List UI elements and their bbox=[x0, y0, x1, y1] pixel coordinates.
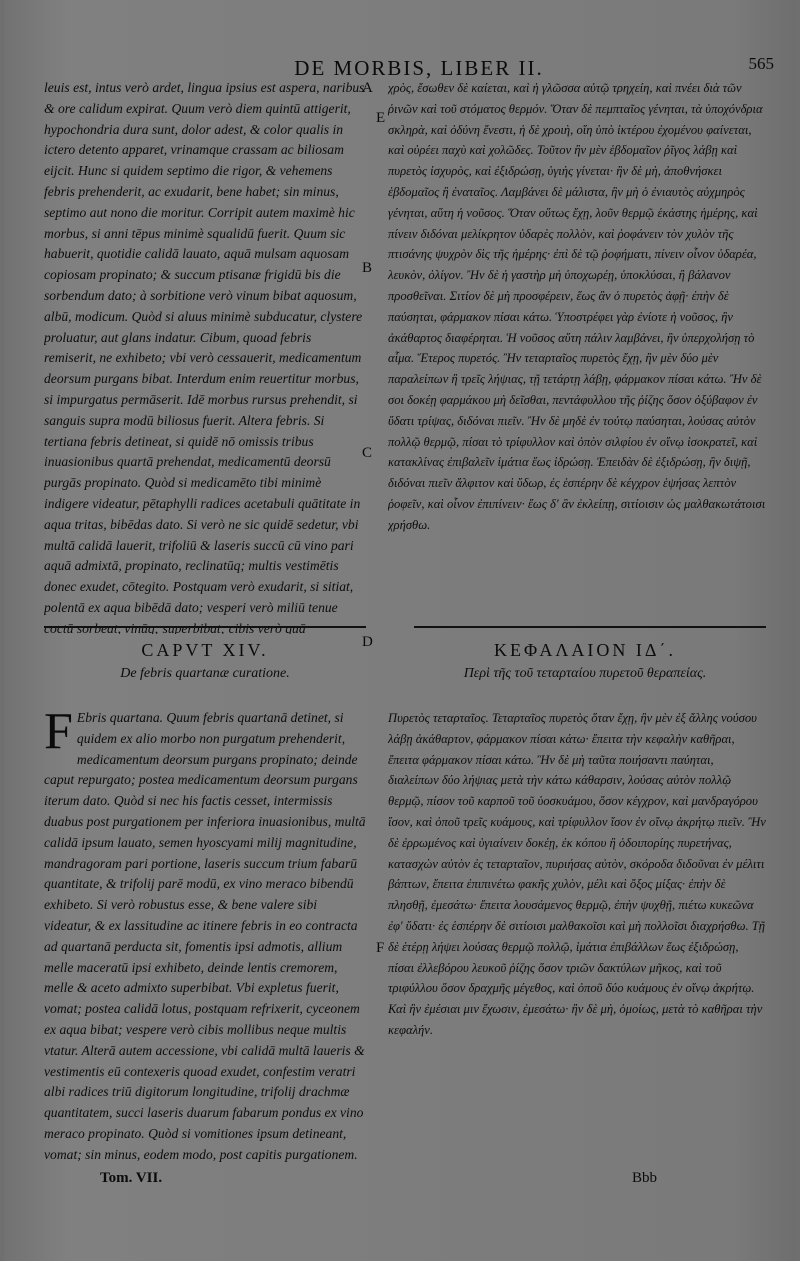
latin-text-upper: leuis est, intus verò ardet, lingua ipsius est aspera, naribus & ore calidum expirat. Quum verò diem quintū attigerit, hypochondria dura sunt, dolor adest, & color qualis in ictero detento apparet, vrinamque crassam ac biliosam eijcit. Hunc si quidem septimo die rigor, & vehemens febris prehenderit, ac exudarit, bene habet; sin minus, septimo aut nono die moritur. Corripit autem maximè hic morbus, si anni tēpus minimè squalidū fuerit. Quum sic habuerit, quotidie calidā lauato, aquā mulsam aquosam copiosam propinato; & succum ptisanæ frigidū bis die sorbendum dato; à sorbitione verò vinum bibat aquosum, albū, modicum. Quòd si aluus minimè subducatur, clystere proluatur, aut glans indatur. Cibum, quoad febris remiserit, ne exhibeto; vbi verò cessauerit, medicamentum deorsum purgans bibat. Interdum enim reuertitur morbus, si impurgatus permāserit. Idē morbus rursus prehendit, si sanguis supra modū biliosus fuerit. Altera febris. Si tertiana febris detineat, si quidē nō omissis tribus inuasionibus quartā prehendat, medicamentū deorsū purgās propinato. Quòd si medicamēto tibi minimè indigere videatur, pētaphylli radices acetabuli quātitate in aqua tritas, bibēdas dato. Si verò ne sic quidē sedetur, vbi multā calidā lauerit, trifoliū & laseris succū cū vino pari aquā admixtā, propinato, reclinatūq; multis vestimētis donec exudet, cōtegito. Postquam verò exudarit, si sitiat, polentā ex aqua bibēdā dato; vesperi verò miliū tenue bbox=[44, 80, 365, 615]
greek-column-upper bbox=[388, 78, 766, 634]
margin-marker-f: F bbox=[376, 940, 385, 956]
chapter-heading-greek: ΚΕΦΑΛΑΙΟΝ ΙΔ΄. bbox=[494, 640, 676, 660]
greek-text-upper: χρὸς, ἔσωθεν δὲ καίεται, καὶ ἡ γλῶσσα αὐτῷ τρηχείη, καὶ πνέει διὰ τῶν ῥινῶν καὶ τοῦ στόματος θερμόν. Ὅταν δὲ πεμπταῖος γένηται, τὰ ὑποχόνδρια σκληρὰ, καὶ ὀδύνη ἔνεστι, ἡ δὲ χροιὴ, οἵη ὑπὸ ἰκτέρου ἐχομένου φαίνεται, καὶ οὐρέει παχὺ καὶ χολῶδες. Τοῦτον ἢν μὲν ἑβδομαῖον ῥῖγος λάβῃ καὶ πυρετὸς ἰσχυρὸς, καὶ ἐξιδρώσῃ, ὑγιὴς γίνεται· ἢν δὲ μὴ, ἀποθνήσκει ἑβδομαῖος ἢ ἐναταῖος. Λαμβάνει δὲ μάλιστα, ἢν μὴ ὁ ἐνιαυτὸς αὐχμηρὸς γένηται, αὕτη ἡ νοῦσος. Ὅταν οὕτως ἔχῃ, λοῦν θερμῷ ἑκάστης ἡμέρης, καὶ πίνειν διδόναι μελίκρητον ὑδαρὲς πολλὸν, καὶ ῥοφάνειν τὸν χυλὸν τῆς πτισάνης ψυχρὸν δὶς τῆς ἡμέρης· ἐπὶ δὲ τῷ ῥοφήματι, πίνειν οἶνον ὑδαρέα, λευκὸν, ὀλίγον. Ἢν δὲ ἡ γαστὴρ μὴ ὑποχωρέῃ, ὑποκλύσαι, ἢ βάλανον προσθεῖναι. Σιτίον δὲ μὴ προσφέρειν, ἕως ἂν ὁ πυρετὸς ἀφῇ· ἐπὴν δὲ παύσηται, φάρμακον πίσαι κάτω. Ὑποστρέφει γὰρ ἐνίοτε ἡ νοῦσος, ἢν ἀκάθαρτος διαφέρηται. Ἡ νοῦσος αὕτη πάλιν λαμβάνει, ἢν ὑπερχολήσῃ τὸ αἷμα. Ἕτερος πυρετός. Ἢν τεταρταῖος πυρετὸς ἔχῃ, ἢν μὲν δύο μὲν παραλείπων ἢ τρεῖς λήψιας, τῇ τετάρτῃ λάβῃ, φάρμακον πίσαι κάτω. Ἢν δὲ σοι δοκέῃ φαρμάκου μὴ δεῖσθαι, πεντάφυλλου τῆς ῥίζης ὅσον ὀξύβαφον ἐν ὕδατι τρίψας, διδόναι πιεῖν. Ἢν δὲ μηδὲ ἐν τούτῳ παύσηται, λούσας αὐτὸν πολλῷ θερμῷ, πίσαι τὸ τρίφυλλον καὶ ὀπὸν σιλφίου ἐν οἴνῳ ἰσοκρατεῖ, καὶ κατακλίνας ἐπιβαλεῖν ἱμάτια ἕως ἱδρώσῃ. Ἐπειδὰν δὲ ἐξιδρώσῃ, ἢν διψῇ, διδόναι πιεῖν ἄλφιτον καὶ ὕδωρ, ἐς ἑσπέρην δὲ κέγχρον ἑψήσας λεπτὸν ῥοφεῖν, καὶ οἶνον ἐπιπίνειν· ἕως δ' ἂν ἐκλείπῃ, σιτίοισιν ὡς μαλθακωτάτοισι χρήσθω. bbox=[388, 81, 766, 532]
chapter-heading-latin: CAPVT XIV. bbox=[141, 640, 269, 660]
latin-column-lower bbox=[44, 708, 366, 1166]
signature-mark: Bbb bbox=[632, 1170, 658, 1186]
latin-column-upper bbox=[44, 78, 366, 634]
greek-column-lower bbox=[388, 708, 766, 1166]
margin-marker-c: C bbox=[362, 445, 373, 461]
margin-marker-e: E bbox=[376, 110, 386, 126]
section-rule-left bbox=[44, 626, 366, 628]
margin-marker-d: D bbox=[362, 634, 373, 650]
latin-text-lower: Ebris quartana. Quum febris quartanā detinet, si quidem ex alio morbo non purgatum prehenderit, medicamentum deorsum purgans propinato; deinde caput repurgato; postea medicamentum deorsum purgans iterum dato. Quòd si nec his factis cesset, intermissis duabus post purgationem per inferiora inuasionibus, multā calidā ipsum lauato, semen hyoscyami milij magnitudine, mandragoram pari portione, laseris succum trium fabarū quantitate, & trifolij parē modū, ex vino meraco bibendū exhibeto. Si verò robustus esse, & bene valere sibi videatur, & ex lassitudine ac itinere febris in eo contracta ad quartanā perducta sit, fomentis ipsi admotis, allium melle maceratū ipsi exhibeto, deinde lentis cremorem, melle & aceto admixto superbibat. Vbi expletus fuerit, vomat; postea calidā lotus, postquam refrixerit, cyceonem ex aqua bibat; vespere verò cibis mollibus neque multis vtatur. Alterā autem accessione, vbi calidā multā laueris & vestimentis eū contexeris quoad exudet, confestim veratri albi radices triū digitorum longitudine, trifolij drachmæ quantitatem, succi laseris duarum fabarum pondus ex vino meraco propinato. Quòd si vomitiones ipsum detineant, vomat; sin minus, eodem modo, post capitis purgationem. bbox=[44, 710, 366, 1162]
chapter-subtitle-latin: De febris quartanæ curatione. bbox=[120, 666, 290, 681]
section-rule-right bbox=[414, 626, 766, 628]
margin-marker-b: B bbox=[362, 260, 373, 276]
running-title: DE MORBIS, LIBER II. bbox=[294, 56, 544, 80]
volume-label: Tom. VII. bbox=[100, 1170, 163, 1186]
page-number: 565 bbox=[748, 54, 774, 73]
chapter-subtitle-greek: Περὶ τῆς τοῦ τεταρταίου πυρετοῦ θεραπείας. bbox=[463, 666, 707, 681]
latin-drop-capital: F bbox=[44, 708, 73, 760]
book-page bbox=[4, 0, 796, 1261]
margin-marker-a: A bbox=[362, 80, 373, 96]
greek-text-lower: Πυρετὸς τεταρταῖος. Τεταρταῖος πυρετὸς ὅταν ἔχῃ, ἢν μὲν ἐξ ἄλλης νούσου λάβῃ ἀκάθαρτον, φάρμακον πίσαι κάτω· ἔπειτα τὴν κεφαλὴν καθῆραι, ἔπειτα φάρμακον πίσαι κάτω. Ἢν δὲ μὴ ταῦτα ποιήσαντι παύηται, διαλείπων δύο λήψιας μετὰ τὴν κάτω κάθαρσιν, λούσας αὐτὸν πολλῷ θερμῷ, πίσον τοῦ καρποῦ τοῦ ὑοσκυάμου, ὅσον κέγχρον, καὶ μανδραγόρου ἴσον, καὶ ὀποῦ τρεῖς κυάμους, καὶ τρίφυλλον ἴσον ἐν οἴνῳ ἀκρήτῳ πιεῖν. Ἢν δὲ ἐρρωμένος καὶ ὑγιαίνειν δοκέῃ, ἐκ κόπου ἢ ὁδοιπορίης πυρετήνας, κατασχὼν αὐτὸν ἐς τεταρταῖον, πυριήσας αὐτὸν, σκόροδα διδοῦναι ἐν μέλιτι βάπτων, ἔπειτα ἐπιπινέτω φακῆς χυλὸν, μέλι καὶ ὄξος μίξας· ἐπὴν δὲ πλησθῇ, ἐμεσάτω· ἔπειτα λουσάμενος θερμῷ, ἐπὴν ψυχθῇ, πιέτω κυκεῶνα ἐφ' ὕδατι· ἐς ἑσπέρην δὲ σιτίοισι μαλθακοῖσι καὶ μὴ πολλοῖσι διαχρήσθω. Τῇ δὲ ἑτέρῃ λήψει λούσας θερμῷ πολλῷ, ἱμάτια ἐπιβάλλων ἕως ἐξιδρώσῃ, πίσαι ἐλλεβόρου λευκοῦ ῥίζης ὅσον τριῶν δακτύλων μῆκος, καὶ τοῦ τριφύλλου ὅσον δραχμῆς μέγεθος, καὶ ὀποῦ δύο κυάμους ἐν οἴνῳ ἀκρήτῳ. Καὶ ἢν ἐμέσιαι μιν ἔχωσιν, ἐμεσάτω· ἢν δὲ μὴ, ὁμοίως, μετὰ τὸ καθῆραι τὴν κεφαλήν. bbox=[388, 711, 766, 1037]
